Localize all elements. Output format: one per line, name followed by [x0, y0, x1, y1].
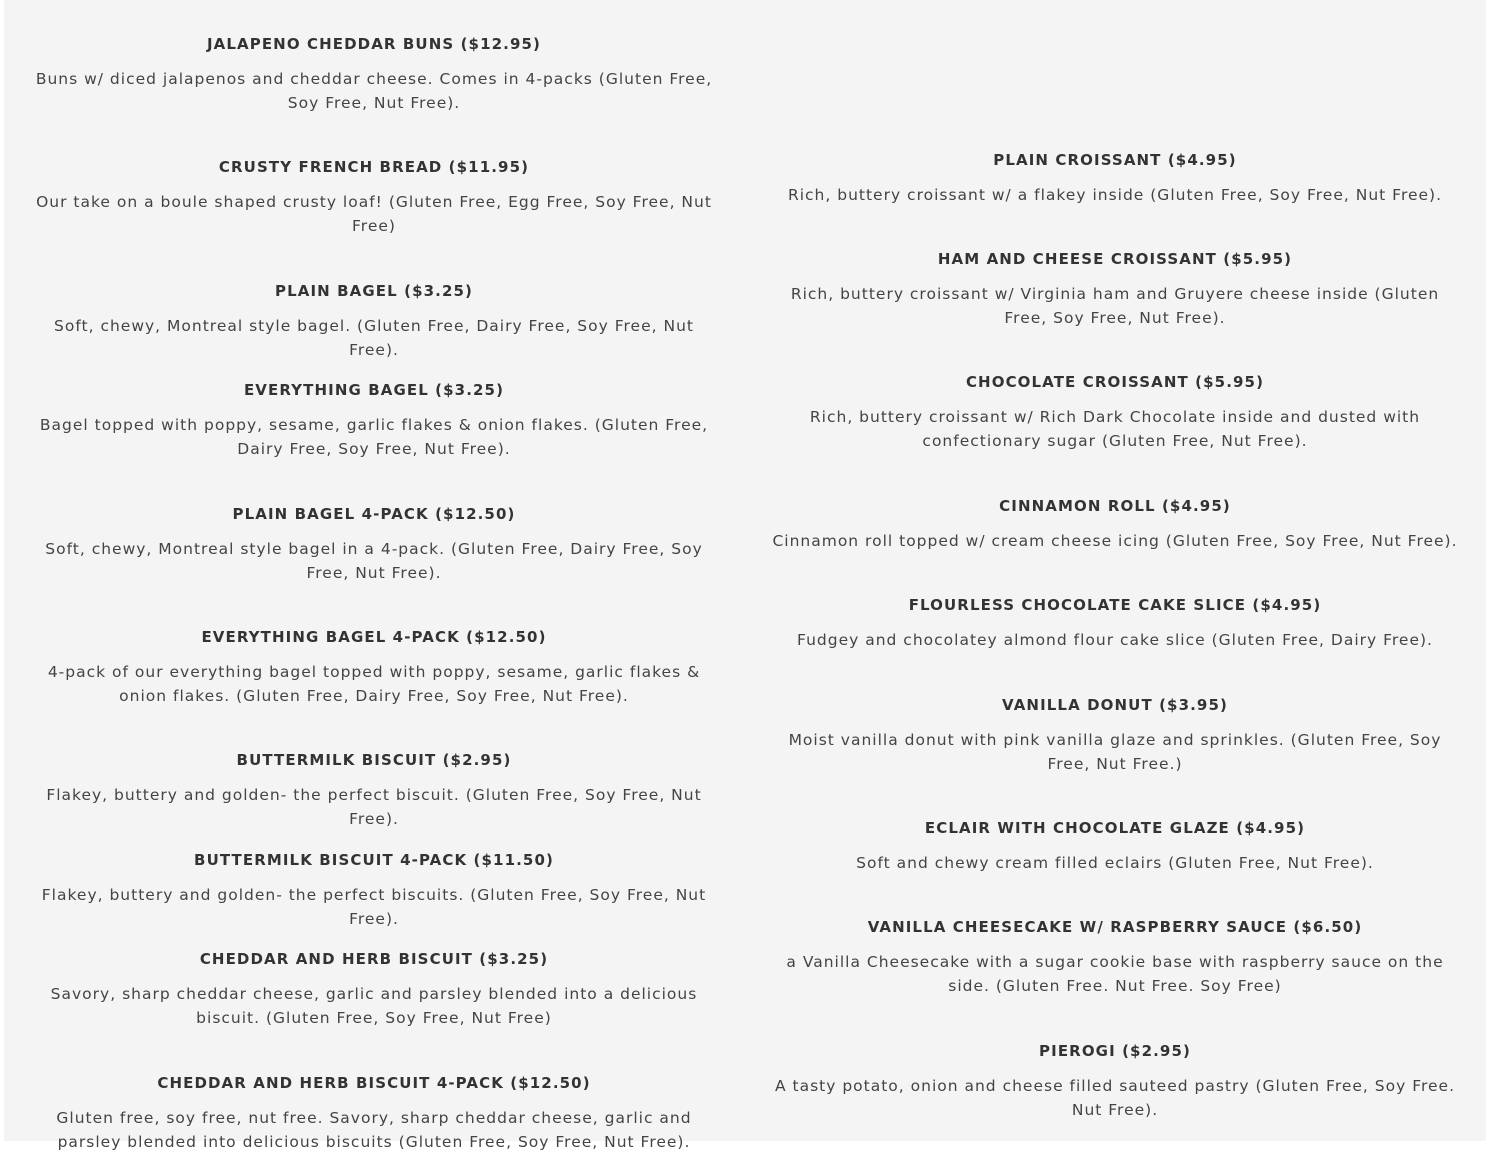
- menu-item-description: Cinnamon roll topped w/ cream cheese icing (Gluten Free, Soy Free, Nut Free).: [772, 532, 1458, 550]
- menu-item-description: Bagel topped with poppy, sesame, garlic flakes & onion flakes. (Gluten Free, Dairy Free, Soy Free, Nut Free).: [39, 416, 709, 458]
- menu-item-name: PLAIN BAGEL 4-PACK ($12.50): [232, 505, 516, 523]
- menu-item-name: JALAPENO CHEDDAR BUNS ($12.95): [206, 35, 541, 53]
- menu-item-name: ECLAIR WITH CHOCOLATE GLAZE ($4.95): [924, 819, 1306, 837]
- menu-item-description: Rich, buttery croissant w/ a flakey inside (Gluten Free, Soy Free, Nut Free).: [787, 186, 1443, 204]
- menu-item-description: Flakey, buttery and golden- the perfect biscuit. (Gluten Free, Soy Free, Nut Free).: [46, 786, 702, 828]
- menu-item: [28, 750, 720, 831]
- menu-item: [770, 249, 1460, 330]
- menu-item-description: Our take on a boule shaped crusty loaf! (Gluten Free, Egg Free, Soy Free, Nut Free): [36, 193, 712, 235]
- menu-item-name: PLAIN BAGEL ($3.25): [275, 282, 473, 300]
- menu-item-description: 4-pack of our everything bagel topped with poppy, sesame, garlic flakes & onion flakes. (Gluten Free, Dairy Free, Soy Free, Nut Free).: [47, 663, 701, 705]
- menu-item-name: VANILLA DONUT ($3.95): [1002, 696, 1228, 714]
- menu-item: [28, 850, 720, 931]
- menu-item: [28, 281, 720, 362]
- menu-item-name: CHEDDAR AND HERB BISCUIT ($3.25): [199, 950, 549, 968]
- menu-item-name: BUTTERMILK BISCUIT ($2.95): [236, 751, 512, 769]
- menu-item: [28, 34, 720, 115]
- menu-item-name: EVERYTHING BAGEL 4-PACK ($12.50): [201, 628, 547, 646]
- menu-item-description: Soft, chewy, Montreal style bagel. (Gluten Free, Dairy Free, Soy Free, Nut Free).: [54, 317, 694, 359]
- menu-item: [770, 150, 1460, 207]
- menu-item: [770, 372, 1460, 453]
- menu-item-name: PLAIN CROISSANT ($4.95): [993, 151, 1237, 169]
- menu-item: [770, 1041, 1460, 1122]
- menu-item: [28, 949, 720, 1030]
- menu-item-description: Gluten free, soy free, nut free. Savory, sharp cheddar cheese, garlic and parsley blended into delicious biscuits (Gluten Free, Soy Free, Nut Free).: [56, 1109, 692, 1151]
- menu-item: [28, 1073, 720, 1154]
- menu-item-name: PIEROGI ($2.95): [1039, 1042, 1191, 1060]
- menu-item-name: CHOCOLATE CROISSANT ($5.95): [965, 373, 1265, 391]
- menu-item-description: Buns w/ diced jalapenos and cheddar cheese. Comes in 4-packs (Gluten Free, Soy Free, Nut Free).: [35, 70, 713, 112]
- menu-item-description: Savory, sharp cheddar cheese, garlic and parsley blended into a delicious biscuit. (Gluten Free, Soy Free, Nut Free): [50, 985, 698, 1027]
- menu-item-description: Fudgey and chocolatey almond flour cake slice (Gluten Free, Dairy Free).: [797, 631, 1433, 649]
- menu-item-name: BUTTERMILK BISCUIT 4-PACK ($11.50): [194, 851, 554, 869]
- menu-item-name: EVERYTHING BAGEL ($3.25): [243, 381, 505, 399]
- menu-item: [770, 695, 1460, 776]
- menu-page: [4, 0, 1486, 1151]
- menu-item-description: Soft and chewy cream filled eclairs (Gluten Free, Nut Free).: [856, 854, 1374, 872]
- menu-item-name: CHEDDAR AND HERB BISCUIT 4-PACK ($12.50): [157, 1074, 591, 1092]
- menu-item-description: Moist vanilla donut with pink vanilla glaze and sprinkles. (Gluten Free, Soy Free, Nut Free.): [788, 731, 1442, 773]
- menu-item: [770, 917, 1460, 998]
- menu-item: [28, 157, 720, 238]
- menu-item-name: HAM AND CHEESE CROISSANT ($5.95): [937, 250, 1293, 268]
- menu-item-description: Rich, buttery croissant w/ Rich Dark Chocolate inside and dusted with confectionary sugar (Gluten Free, Nut Free).: [809, 408, 1421, 450]
- menu-item: [770, 496, 1460, 553]
- menu-item: [770, 595, 1460, 652]
- menu-item-name: CINNAMON ROLL ($4.95): [999, 497, 1231, 515]
- menu-item-name: CRUSTY FRENCH BREAD ($11.95): [218, 158, 530, 176]
- menu-item-description: Soft, chewy, Montreal style bagel in a 4-pack. (Gluten Free, Dairy Free, Soy Free, Nut Free).: [45, 540, 703, 582]
- menu-item-name: VANILLA CHEESECAKE W/ RASPBERRY SAUCE ($6.50): [867, 918, 1363, 936]
- menu-item-description: a Vanilla Cheesecake with a sugar cookie base with raspberry sauce on the side. (Gluten Free. Nut Free. Soy Free): [786, 953, 1444, 995]
- menu-item: [770, 818, 1460, 875]
- menu-item-name: FLOURLESS CHOCOLATE CAKE SLICE ($4.95): [908, 596, 1322, 614]
- menu-item-description: Flakey, buttery and golden- the perfect biscuits. (Gluten Free, Soy Free, Nut Free).: [41, 886, 707, 928]
- menu-item: [28, 504, 720, 585]
- menu-item-description: Rich, buttery croissant w/ Virginia ham and Gruyere cheese inside (Gluten Free, Soy Free, Nut Free).: [790, 285, 1440, 327]
- menu-item-description: A tasty potato, onion and cheese filled sauteed pastry (Gluten Free, Soy Free. Nut Free).: [774, 1077, 1456, 1119]
- menu-item: [28, 380, 720, 461]
- menu-item: [28, 627, 720, 708]
